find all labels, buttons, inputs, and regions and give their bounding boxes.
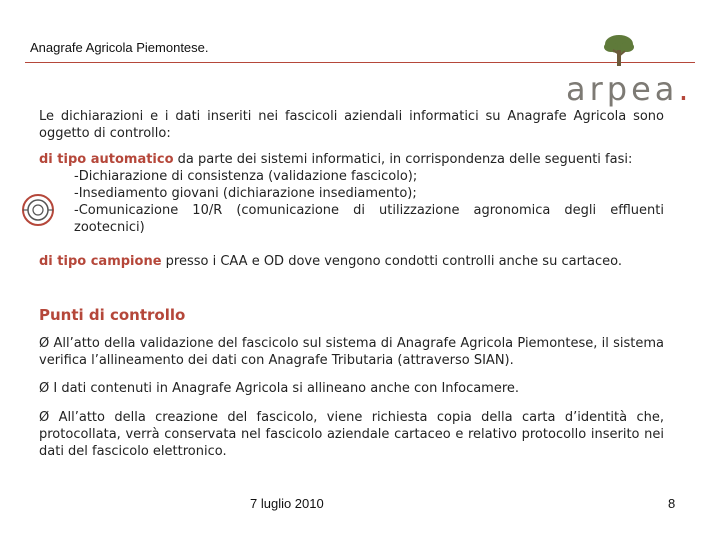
list-item: -Dichiarazione di consistenza (validazione fascicolo);	[74, 169, 418, 184]
intro-paragraph: Le dichiarazioni e i dati inseriti nei fascicoli aziendali informatici su Anagrafe Agricola sono oggetto di controllo:	[39, 109, 664, 141]
list-item: -Insediamento giovani (dichiarazione insediamento);	[74, 186, 417, 201]
section-title: Punti di controllo	[39, 306, 186, 324]
arrow-icon: Ø	[39, 336, 50, 351]
automatic-text: da parte dei sistemi informatici, in corrispondenza delle seguenti fasi:	[173, 152, 633, 167]
sample-controls	[39, 253, 664, 270]
page-title: Anagrafe Agricola Piemontese.	[30, 40, 209, 55]
automatic-label: di tipo automatico	[39, 152, 174, 167]
sample-text: presso i CAA e OD dove vengono condotti controlli anche su cartaceo.	[161, 254, 622, 269]
arpea-logo	[566, 34, 696, 106]
footer-date: 7 luglio 2010	[250, 496, 324, 511]
bullet-item: Ø All’atto della creazione del fascicolo, viene richiesta copia della carta d’identità che, protocollata, verrà conservata nel fascicolo aziendale cartaceo e relativo protocollo inserito nei dati del fascicolo elettronico.	[39, 410, 664, 459]
sample-label: di tipo campione	[39, 254, 162, 269]
tree-icon	[602, 34, 636, 72]
seal-icon	[20, 192, 56, 228]
logo-wordmark: arpea.	[566, 70, 693, 108]
page-number: 8	[668, 496, 676, 511]
arrow-icon: Ø	[39, 410, 50, 425]
list-item: -Comunicazione 10/R (comunicazione di utilizzazione agronomica degli effluenti zootecnici)	[74, 203, 664, 235]
bullet-item: Ø All’atto della validazione del fascicolo sul sistema di Anagrafe Agricola Piemontese, il sistema verifica l’allineamento dei dati con Anagrafe Tributaria (attraverso SIAN).	[39, 336, 664, 368]
arrow-icon: Ø	[39, 381, 50, 396]
bullet-item: Ø I dati contenuti in Anagrafe Agricola si allineano anche con Infocamere.	[39, 381, 520, 396]
automatic-controls	[39, 151, 664, 253]
